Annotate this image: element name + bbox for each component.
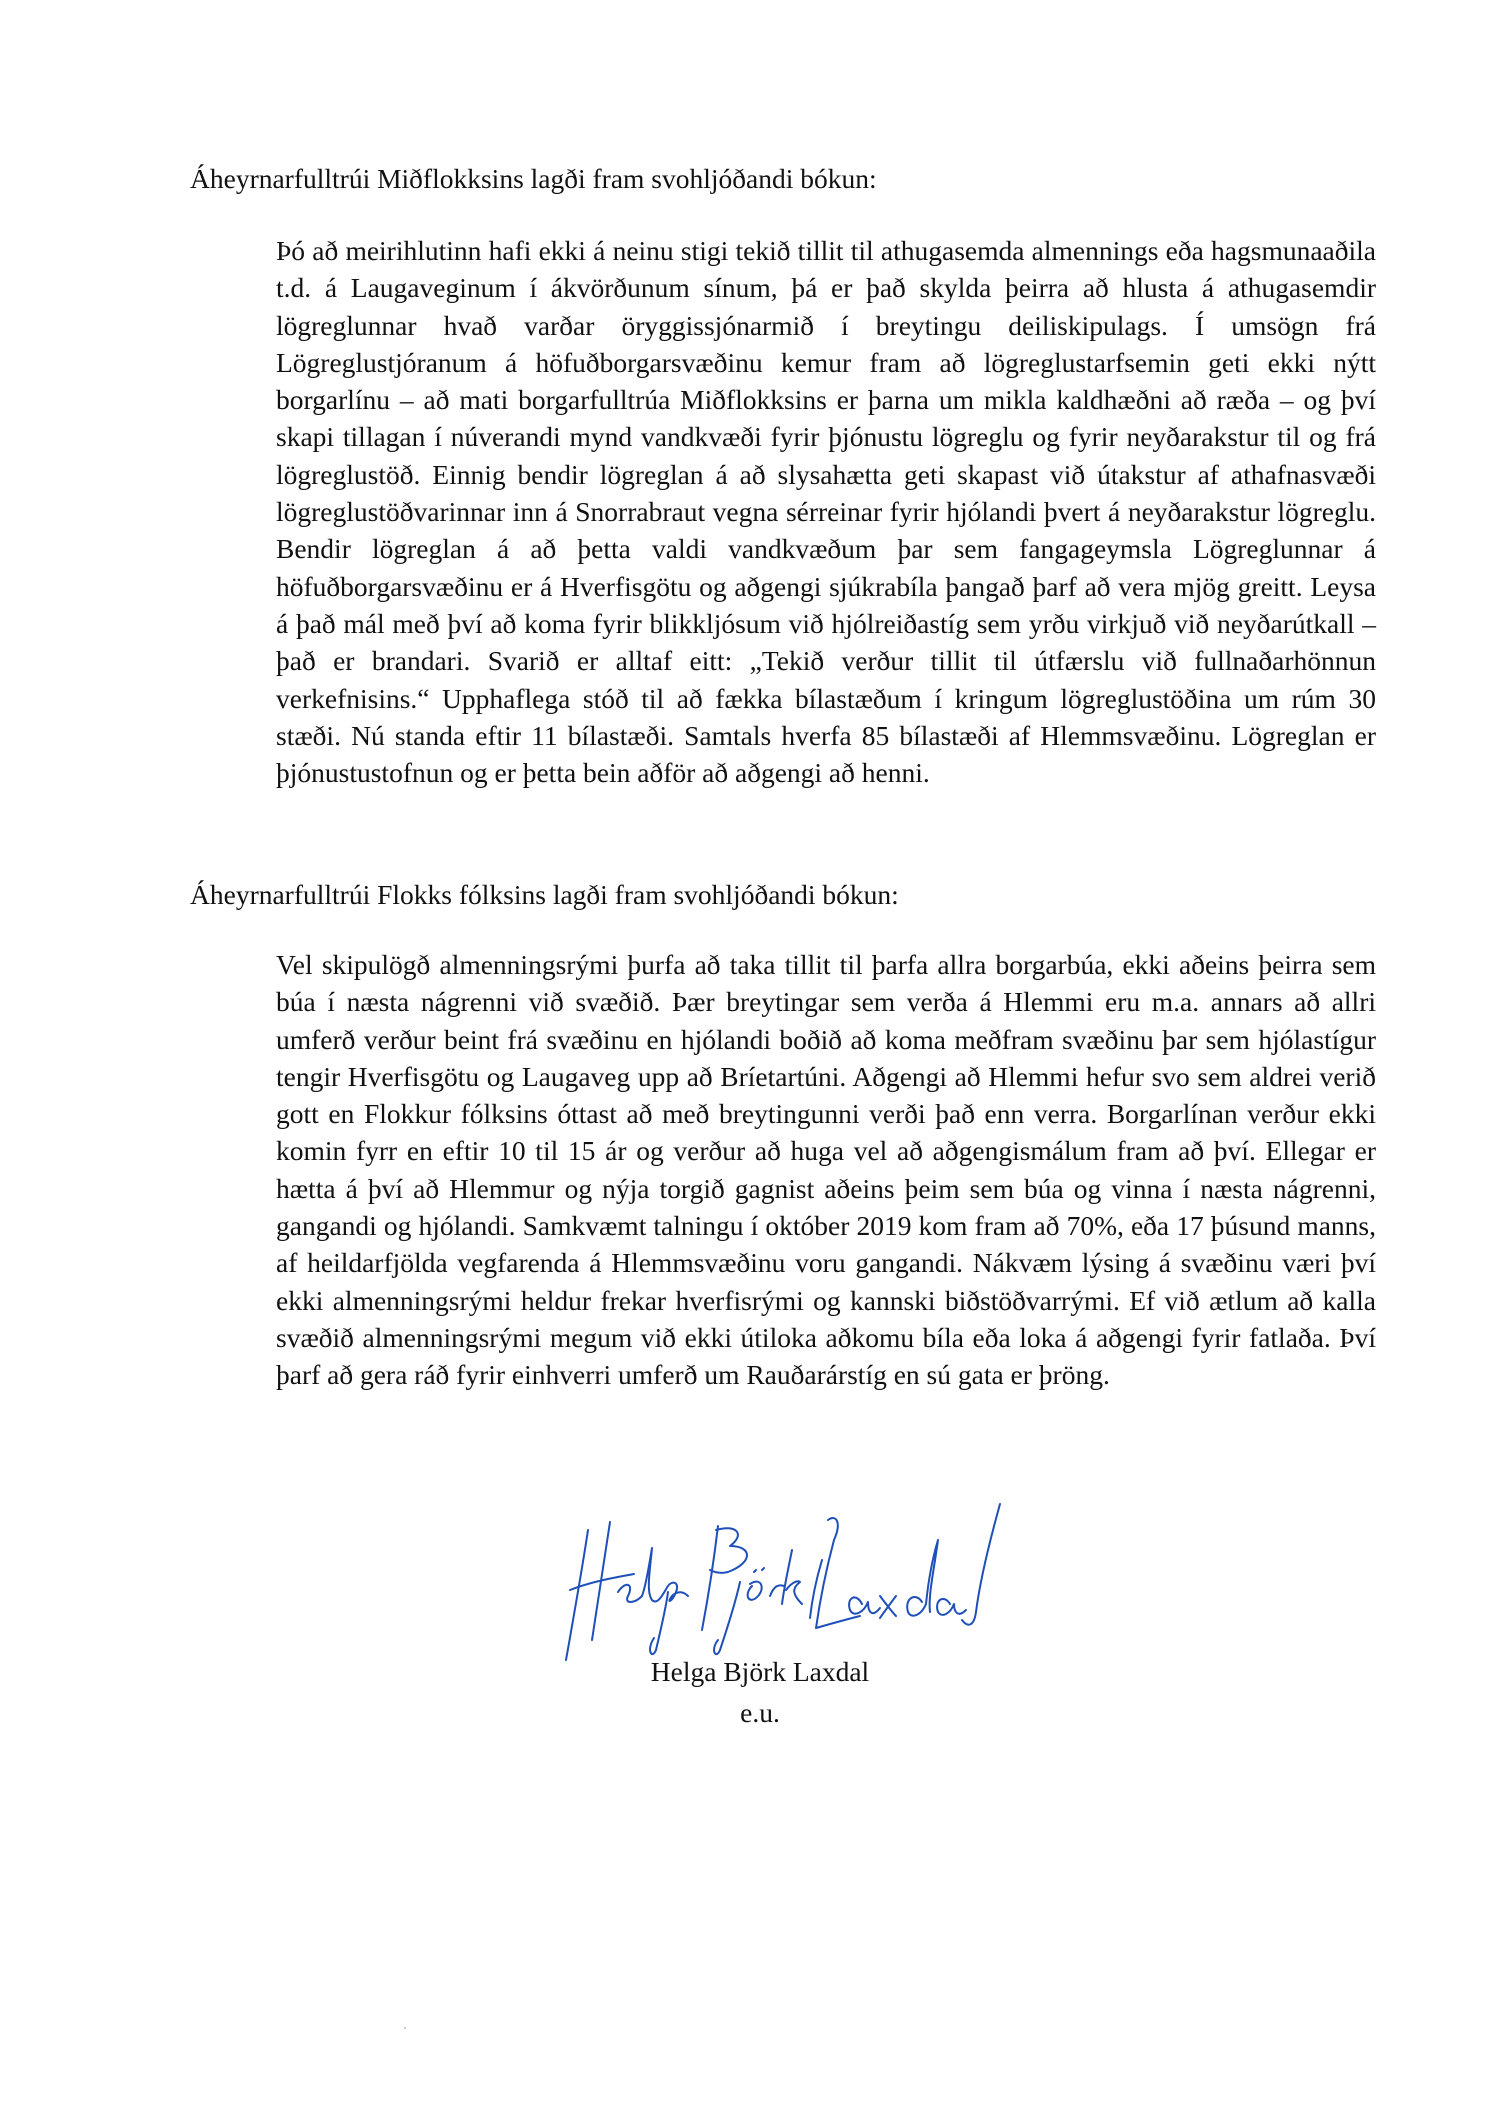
signer-name: Helga Björk Laxdal — [650, 1656, 870, 1687]
handwritten-signature — [530, 1500, 1010, 1675]
booking-intro-flokkur-folksins: Áheyrnarfulltrúi Flokks fólksins lagði fram svohljóðandi bókun: — [190, 879, 899, 910]
booking-text-flokkur-folksins: Vel skipulögð almenningsrými þurfa að taka tillit til þarfa allra borgarbúa, ekki aðeins þeirra sem búa í næsta nágrenni við svæðið. Þær breytingar sem verða á Hlemmi eru m.a. annars að allri umferð verður beint frá svæðinu en hjólandi boðið að koma meðfram svæðinu þar sem hjólastígur tengir Hverfisgötu og Laugaveg upp að Bríetartúni. Aðgengi að Hlemmi hefur svo sem aldrei verið gott en Flokkur fólksins óttast að með breytingunni verði það enn verra. Borgarlínan verður ekki komin fyrr en eftir 10 til 15 ár og verður að huga vel að aðgengismálum fram að því. Ellegar er hætta á því að Hlemmur og nýja torgið gagnist aðeins þeim sem búa og vinna í næsta nágrenni, gangandi og hjólandi. Samkvæmt talningu í október 2019 kom fram að 70%, eða 17 þúsund manns, af heildarfjölda vegfarenda á Hlemmsvæðinu voru gangandi. Nákvæm lýsing á svæðinu væri því ekki almenningsrými heldur frekar hverfisrými og kannski biðstöðvarrými. Ef við ætlum að kalla svæðið almenningsrými megum við ekki útiloka aðkomu bíla eða loka á aðgengi fyrir fatlaða. Því þarf að gera ráð fyrir einhverri umferð um Rauðarárstíg en sú gata er þröng. — [276, 949, 1376, 1391]
signer-title: e.u. — [740, 1697, 780, 1728]
signature-handwriting: Helga Björk Laxdal — [530, 1500, 538, 1501]
booking-intro-midflokkur: Áheyrnarfulltrúi Miðflokksins lagði fram svohljóðandi bókun: — [190, 163, 877, 194]
booking-text-midflokkur: Þó að meirihlutinn hafi ekki á neinu stigi tekið tillit til athugasemda almennings eða hagsmunaaðila t.d. á Laugaveginum í ákvörðunum sínum, þá er það skylda þeirra að hlusta á athugasemdir lögreglunnar hvað varðar öryggissjónarmið í breytingu deiliskipulags. Í umsögn frá Lögreglustjóranum á höfuðborgarsvæðinu kemur fram að lögreglustarfsemin geti ekki nýtt borgarlínu – að mati borgarfulltrúa Miðflokksins er þarna um mikla kaldhæðni að ræða – og því skapi tillagan í núverandi mynd vandkvæði fyrir þjónustu lögreglu og fyrir neyðarakstur til og frá lögreglustöð. Einnig bendir lögreglan á að slysahætta geti skapast við útakstur af athafnasvæði lögreglustöðvarinnar inn á Snorrabraut vegna sérreinar fyrir hjólandi þvert á neyðarakstur lögreglu. Bendir lögreglan á að þetta valdi vandkvæðum þar sem fangageymsla Lögreglunnar á höfuðborgarsvæðinu er á Hverfisgötu og aðgengi sjúkrabíla þangað þarf að vera mjög greitt. Leysa á það mál með því að koma fyrir blikkljósum við hjólreiðastíg sem yrðu virkjuð við neyðarútkall – það er brandari. Svarið er alltaf eitt: „Tekið verður tillit til útfærslu við fullnaðarhönnun verkefnisins.“ Upphaflega stóð til að fækka bílastæðum í kringum lögreglustöðina um rúm 30 stæði. Nú standa eftir 11 bílastæði. Samtals hverfa 85 bílastæði af Hlemmsvæðinu. Lögreglan er þjónustustofnun og er þetta bein aðför að aðgengi að henni. — [276, 235, 1376, 789]
scan-speck — [404, 2027, 406, 2029]
